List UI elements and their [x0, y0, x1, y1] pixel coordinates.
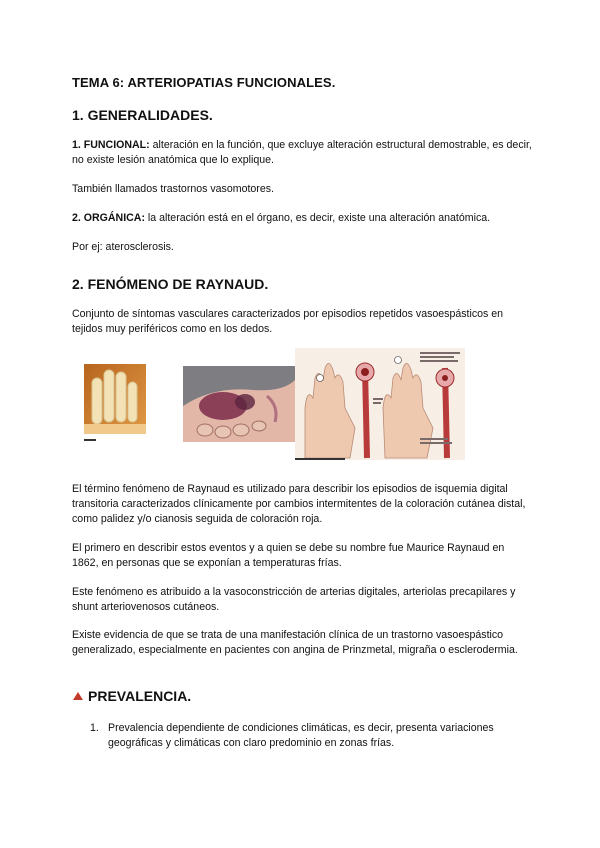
funcional-paragraph: [72, 138, 532, 168]
section-heading-raynaud: 2. FENÓMENO DE RAYNAUD.: [72, 276, 269, 292]
funcional-label: 1. FUNCIONAL:: [72, 139, 150, 151]
raynaud-definition-paragraph: El término fenómeno de Raynaud es utilizado para describir los episodios de isquemia digital transitoria caracterizados clínicamente por cambios intermitentes de la coloración cutánea distal, como palidez y/o cianosis seguida de coloración roja.: [72, 483, 526, 525]
list-item: [90, 721, 520, 751]
prevalencia-heading: PREVALENCIA.: [88, 688, 192, 704]
organica-paragraph: [72, 211, 532, 226]
pale-fingers-photo: [84, 364, 146, 434]
ejemplo-paragraph: Por ej: aterosclerosis.: [72, 241, 174, 253]
cyanotic-toes-photo: [183, 366, 295, 442]
list-item-number: 1.: [90, 722, 99, 734]
list-item-text: Prevalencia dependiente de condiciones climáticas, es decir, presenta variaciones geográficas y climáticas con claro predominio en zonas frías.: [108, 722, 494, 749]
tambien-paragraph: También llamados trastornos vasomotores.: [72, 183, 274, 195]
raynaud-intro-paragraph: Conjunto de síntomas vasculares caracterizados por episodios repetidos vasoespásticos en tejidos muy periféricos como en los dedos.: [72, 308, 504, 335]
red-triangle-icon: [72, 691, 84, 701]
image-caption-mark: [84, 439, 96, 441]
prevalencia-heading-row: [72, 688, 191, 704]
section-heading-generalidades: 1. GENERALIDADES.: [72, 107, 213, 123]
raynaud-cause-paragraph: Este fenómeno es atribuido a la vasoconstricción de arterias digitales, arteriolas precapilares y shunt arteriovenosos cutáneos.: [72, 586, 516, 613]
organica-text: la alteración está en el órgano, es decir, existe una alteración anatómica.: [144, 212, 491, 224]
organica-label: 2. ORGÁNICA:: [72, 212, 145, 224]
raynaud-evidence-paragraph: Existe evidencia de que se trata de una manifestación clínica de un trastorno vasoespástico generalizado, especialmente en pacientes con angina de Prinzmetal, migraña o esclerodermia.: [72, 629, 518, 656]
document-title: TEMA 6: ARTERIOPATIAS FUNCIONALES.: [72, 75, 336, 90]
funcional-text: alteración en la función, que excluye alteración estructural demostrable, es decir, no existe lesión anatómica que lo explique.: [72, 139, 532, 166]
raynaud-diagram-illustration: [295, 348, 465, 460]
raynaud-history-paragraph: El primero en describir estos eventos y a quien se debe su nombre fue Maurice Raynaud en 1862, en personas que se exponían a temperaturas frías.: [72, 542, 505, 569]
